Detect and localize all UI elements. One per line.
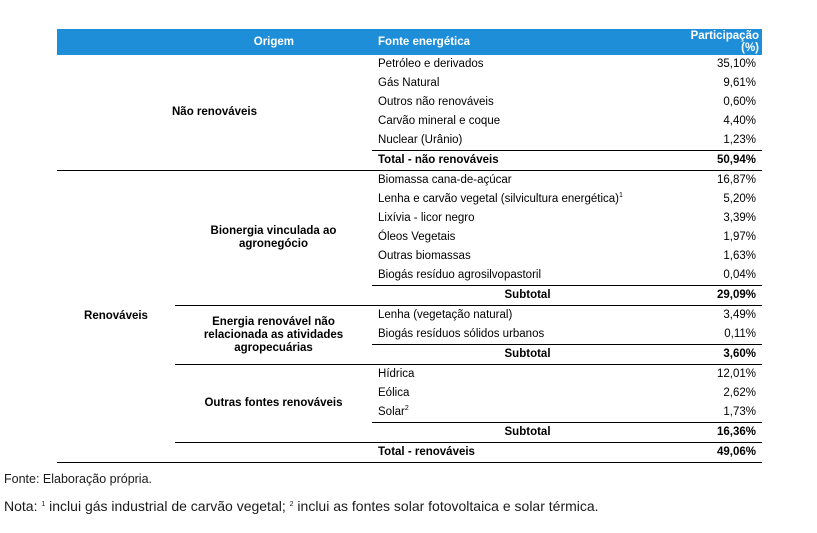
valor-cell: 0,11% bbox=[724, 328, 757, 340]
fonte-cell: Biogás resíduo agrosilvopastoril bbox=[378, 269, 542, 281]
fonte-cell: Gás Natural bbox=[378, 77, 440, 89]
valor-cell: 3,39% bbox=[723, 212, 757, 224]
group-nao-agro: Energia renovável não relacionada as atividades agropecuárias bbox=[175, 306, 372, 365]
header-fonte-energetica: Fonte energética bbox=[372, 29, 683, 55]
fonte-cell: Biomassa cana-de-açúcar bbox=[378, 174, 512, 186]
subtotal-label: Subtotal bbox=[372, 423, 683, 443]
table-row bbox=[57, 55, 762, 74]
valor-cell: 4,40% bbox=[723, 115, 757, 127]
footnote-marker: 2 bbox=[404, 405, 409, 412]
fonte-text: Solar bbox=[378, 406, 405, 418]
valor-cell: 2,62% bbox=[723, 387, 757, 399]
valor-cell: 1,63% bbox=[723, 250, 757, 262]
fonte-cell: Lixívia - licor negro bbox=[378, 212, 475, 224]
group-bioenergia: Bionergia vinculada ao agronegócio bbox=[175, 171, 372, 306]
table-row bbox=[57, 171, 762, 191]
valor-cell: 35,10% bbox=[717, 58, 757, 70]
valor-cell: 1,73% bbox=[723, 406, 757, 418]
valor-cell: 1,97% bbox=[723, 231, 757, 243]
valor-cell: 5,20% bbox=[723, 193, 757, 205]
fonte-cell: Hídrica bbox=[378, 368, 415, 380]
fonte-cell: Outras biomassas bbox=[378, 250, 471, 262]
fonte-cell: Biogás resíduos sólidos urbanos bbox=[378, 328, 545, 340]
subtotal-value: 3,60% bbox=[683, 345, 762, 365]
origem-nao-renovaveis: Não renováveis bbox=[57, 55, 372, 171]
fonte-cell: Nuclear (Urânio) bbox=[378, 134, 463, 146]
total-label: Total - renováveis bbox=[372, 443, 683, 463]
energy-matrix-table bbox=[57, 29, 762, 463]
fonte-cell bbox=[372, 190, 683, 209]
footnote-marker: 2 bbox=[289, 501, 294, 508]
header-participacao: Participação (%) bbox=[683, 29, 762, 55]
subtotal-value: 29,09% bbox=[683, 286, 762, 306]
valor-cell: 3,49% bbox=[723, 309, 757, 321]
origem-renovaveis: Renováveis bbox=[57, 171, 175, 463]
footnote-text bbox=[4, 498, 599, 514]
blank-cell bbox=[175, 443, 372, 463]
valor-cell: 16,87% bbox=[717, 174, 757, 186]
fonte-cell: Eólica bbox=[378, 387, 410, 399]
valor-cell: 12,01% bbox=[717, 368, 757, 380]
total-label: Total - não renováveis bbox=[372, 151, 683, 171]
total-value: 49,06% bbox=[683, 443, 762, 463]
fonte-cell: Outros não renováveis bbox=[378, 96, 494, 108]
fonte-cell: Petróleo e derivados bbox=[378, 58, 484, 70]
source-note: Fonte: Elaboração própria. bbox=[4, 472, 153, 486]
group-outras: Outras fontes renováveis bbox=[175, 365, 372, 443]
fonte-cell: Óleos Vegetais bbox=[378, 231, 456, 243]
nota-prefix: Nota: bbox=[4, 498, 42, 514]
total-value: 50,94% bbox=[683, 151, 762, 171]
valor-cell: 1,23% bbox=[723, 134, 757, 146]
valor-cell: 9,61% bbox=[723, 77, 757, 89]
footnote-marker: 1 bbox=[41, 501, 46, 508]
table-header-row bbox=[57, 29, 762, 55]
header-origem: Origem bbox=[57, 29, 372, 55]
subtotal-value: 16,36% bbox=[683, 423, 762, 443]
valor-cell: 0,04% bbox=[723, 269, 757, 281]
fonte-text: Lenha e carvão vegetal (silvicultura energética) bbox=[378, 193, 620, 205]
valor-cell: 0,60% bbox=[723, 96, 757, 108]
fonte-cell: Lenha (vegetação natural) bbox=[378, 309, 513, 321]
subtotal-label: Subtotal bbox=[372, 345, 683, 365]
fonte-cell: Carvão mineral e coque bbox=[378, 115, 501, 127]
nota-part2: inclui as fontes solar fotovoltaica e solar térmica. bbox=[293, 498, 599, 514]
subtotal-label: Subtotal bbox=[372, 286, 683, 306]
footnote-marker: 1 bbox=[619, 192, 623, 199]
fonte-cell bbox=[372, 403, 683, 423]
nota-part1: inclui gás industrial de carvão vegetal; bbox=[45, 498, 290, 514]
